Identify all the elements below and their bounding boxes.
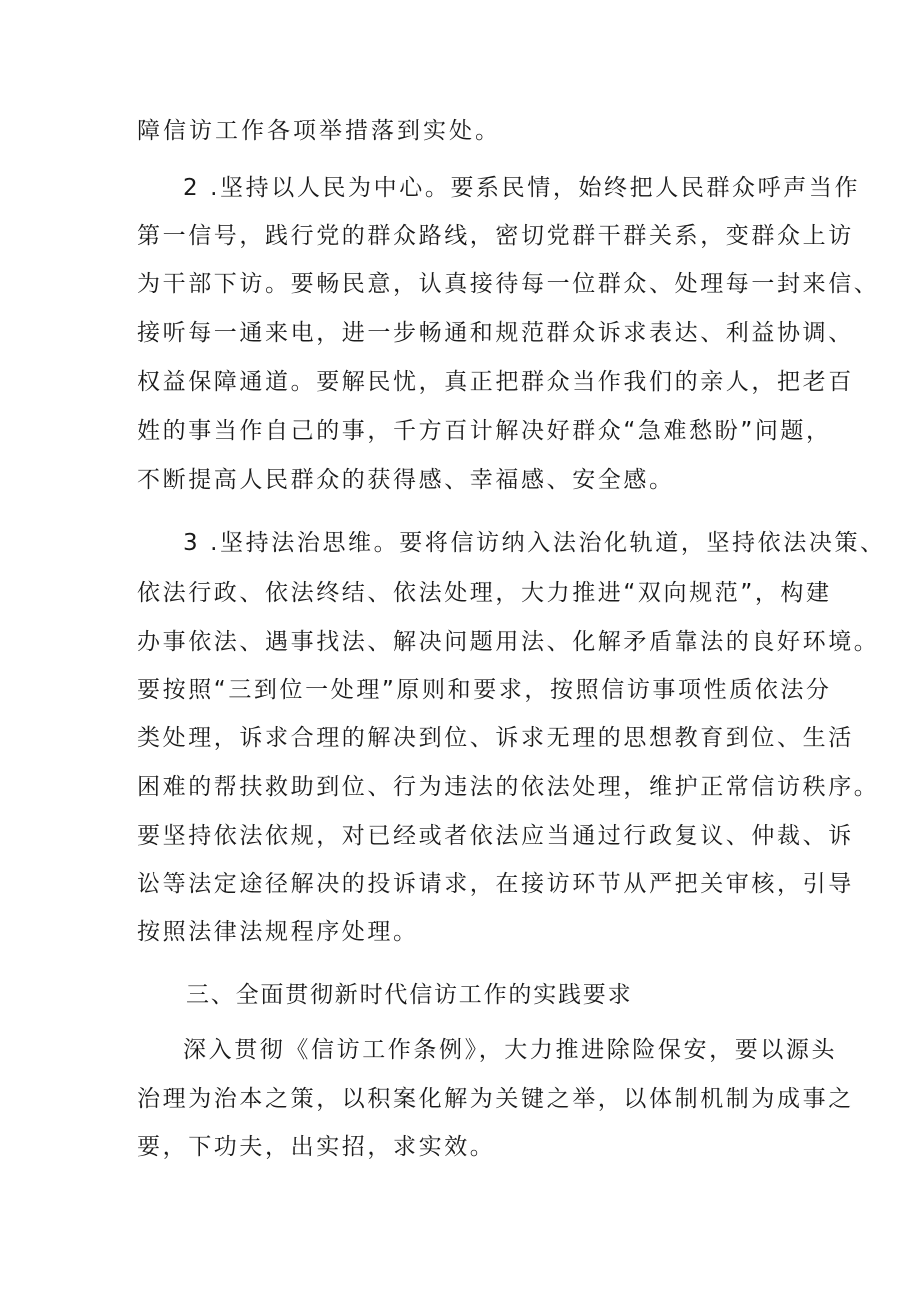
paragraph-2-line-7: 不断提高人民群众的获得感、幸福感、安全感。 — [137, 467, 675, 493]
paragraph-4-line-1: 深入贯彻《信访工作条例》，大力推进除险保安，要以源头 — [183, 1037, 838, 1063]
paragraph-3-line-7: 要坚持依法依规，对已经或者依法应当通过行政复议、仲裁、诉 — [137, 823, 854, 849]
paragraph-3-line-9: 按照法律法规程序处理。 — [137, 919, 419, 945]
section-heading: 三、全面贯彻新时代信访工作的实践要求 — [186, 982, 633, 1008]
paragraph-3-line-6: 困难的帮扶救助到位、行为违法的依法处理，维护正常信访秩序。 — [137, 774, 880, 800]
paragraph-2-line-6: 姓的事当作自己的事，千方百计解决好群众“急难愁盼”问题， — [137, 418, 832, 444]
paragraph-4-line-3: 要，下功夫，出实招，求实效。 — [137, 1134, 496, 1160]
paragraph-1-line-1: 障信访工作各项举措落到实处。 — [137, 118, 501, 144]
paragraph-3-line-5: 类处理，诉求合理的解决到位、诉求无理的思想教育到位、生活 — [137, 725, 854, 751]
paragraph-2-line-5: 权益保障通道。要解民忧，真正把群众当作我们的亲人，把老百 — [137, 369, 854, 395]
paragraph-2-line-1: 2 .坚持以人民为中心。要系民情，始终把人民群众呼声当作 — [183, 175, 861, 201]
paragraph-3-line-2: 依法行政、依法终结、依法处理，大力推进“双向规范”，构建 — [137, 580, 832, 606]
paragraph-2-line-2: 第一信号，践行党的群众路线，密切党群干群关系，变群众上访 — [137, 223, 854, 249]
paragraph-3-line-3: 办事依法、遇事找法、解决问题用法、化解矛盾靠法的良好环境。 — [137, 629, 880, 655]
paragraph-3-line-1: 3 .坚持法治思维。要将信访纳入法治化轨道，坚持依法决策、 — [183, 530, 886, 556]
paragraph-3-line-4: 要按照“三到位一处理”原则和要求，按照信访事项性质依法分 — [137, 677, 832, 703]
paragraph-2-line-3: 为干部下访。要畅民意，认真接待每一位群众、处理每一封来信、 — [137, 271, 880, 297]
paragraph-2-line-4: 接听每一通来电，进一步畅通和规范群众诉求表达、利益协调、 — [137, 320, 854, 346]
paragraph-3-line-8: 讼等法定途径解决的投诉请求，在接访环节从严把关审核，引导 — [137, 871, 854, 897]
paragraph-4-line-2: 治理为治本之策，以积案化解为关键之举，以体制机制为成事之 — [137, 1086, 854, 1112]
